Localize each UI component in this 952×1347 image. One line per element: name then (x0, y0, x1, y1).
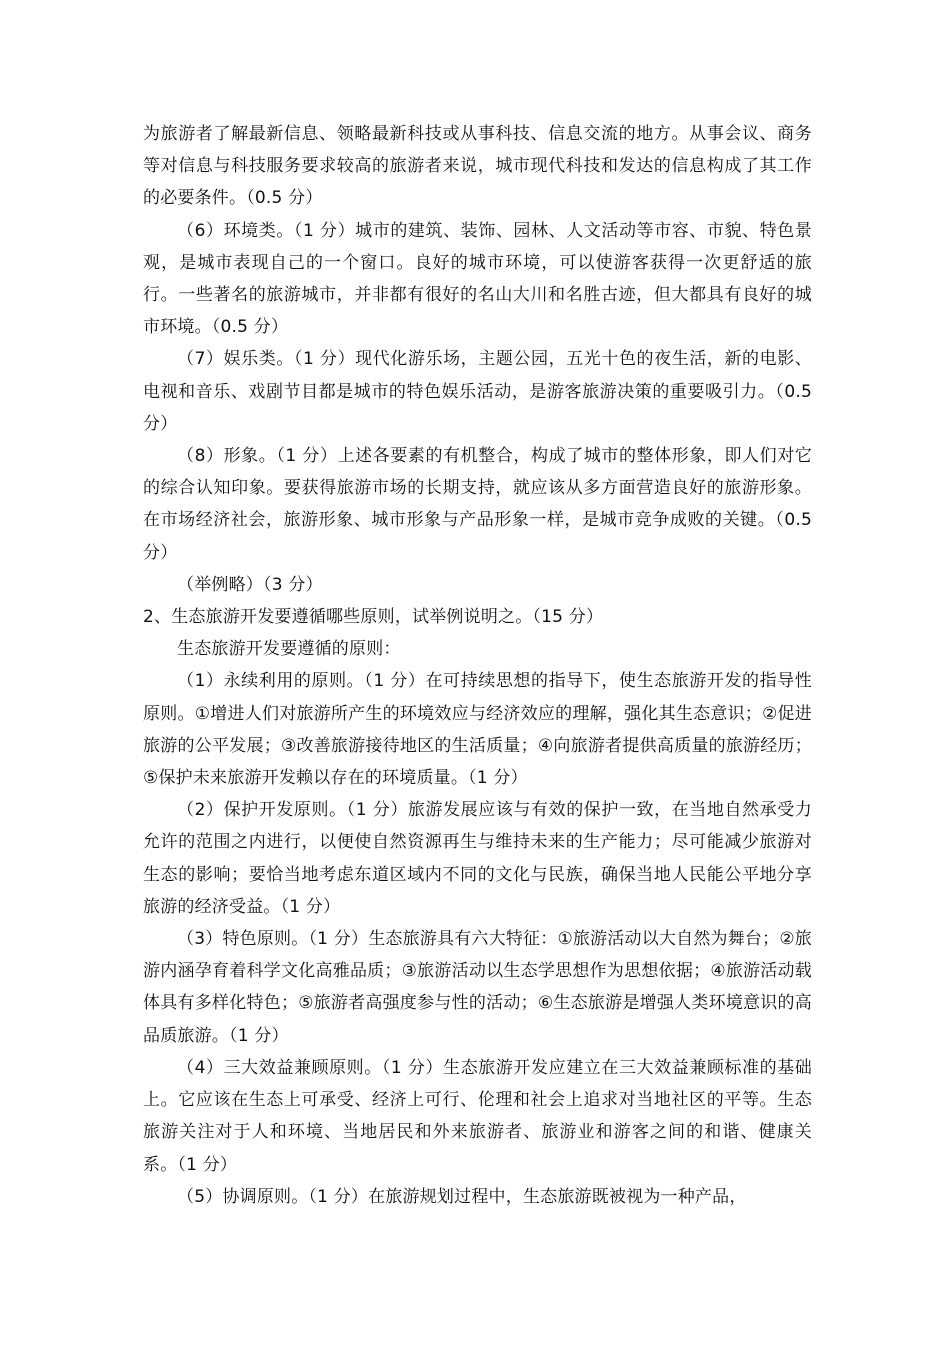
question-2-heading: 2、生态旅游开发要遵循哪些原则，试举例说明之。（15 分） (143, 607, 604, 628)
paragraph-example-omitted: （举例略）（3 分） (177, 574, 323, 595)
paragraph-principle-2: （2）保护开发原则。（1 分）旅游发展应该与有效的保护一致，在当地自然承受力允许的范围之内进行，以便使自然资源再生与维持未来的生产能力；尽可能减少旅游对生态的影响；要恰当地考虑东道区域内不同的文化与民族，确保当地人民能公平地分享旅游的经济受益。（1 分） (143, 800, 812, 917)
paragraph-1: 为旅游者了解最新信息、领略最新科技或从事科技、信息交流的地方。从事会议、商务等对信息与科技服务要求较高的旅游者来说，城市现代科技和发达的信息构成了其工作的必要条件。（0.5 分） (143, 124, 812, 209)
paragraph-entertainment: （7）娱乐类。（1 分）现代化游乐场，主题公园，五光十色的夜生活，新的电影、电视和音乐、戏剧节目都是城市的特色娱乐活动，是游客旅游决策的重要吸引力。（0.5 分） (143, 349, 812, 434)
paragraph-image: （8）形象。（1 分）上述各要素的有机整合，构成了城市的整体形象，即人们对它的综合认知印象。要获得旅游市场的长期支持，就应该从多方面营造良好的旅游形象。在市场经济社会，旅游形象、城市形象与产品形象一样，是城市竞争成败的关键。（0.5 分） (143, 446, 812, 563)
paragraph-principle-4: （4）三大效益兼顾原则。（1 分）生态旅游开发应建立在三大效益兼顾标准的基础上。它应该在生态上可承受、经济上可行、伦理和社会上追求对当地社区的平等。生态旅游关注对于人和环境、当地居民和外来旅游者、旅游业和游客之间的和谐、健康关系。（1 分） (143, 1057, 812, 1175)
paragraph-principle-3: （3）特色原则。（1 分）生态旅游具有六大特征：①旅游活动以大自然为舞台；②旅游内涵孕育着科学文化高雅品质；③旅游活动以生态学思想作为思想依据；④旅游活动载体具有多样化特色；⑤旅游者高强度参与性的活动；⑥生态旅游是增强人类环境意识的高品质旅游。（1 分） (143, 929, 812, 1046)
paragraph-principle-1: （1）永续利用的原则。（1 分）在可持续思想的指导下，使生态旅游开发的指导性原则。①增进人们对旅游所产生的环境效应与经济效应的理解，强化其生态意识；②促进旅游的公平发展；③改善旅游接待地区的生活质量；④向旅游者提供高质量的旅游经历；⑤保护未来旅游开发赖以存在的环境质量。（1 分） (143, 671, 812, 789)
paragraph-environment: （6）环境类。（1 分）城市的建筑、装饰、园林、人文活动等市容、市貌、特色景观，是城市表现自己的一个窗口。良好的城市环境，可以使游客获得一次更舒适的旅行。一些著名的旅游城市，并非都有很好的名山大川和名胜古迹，但大都具有良好的城市环境。（0.5 分） (143, 220, 812, 338)
paragraph-principle-5: （5）协调原则。（1 分）在旅游规划过程中，生态旅游既被视为一种产品， (177, 1186, 747, 1207)
paragraph-principles-intro: 生态旅游开发要遵循的原则： (177, 639, 401, 660)
